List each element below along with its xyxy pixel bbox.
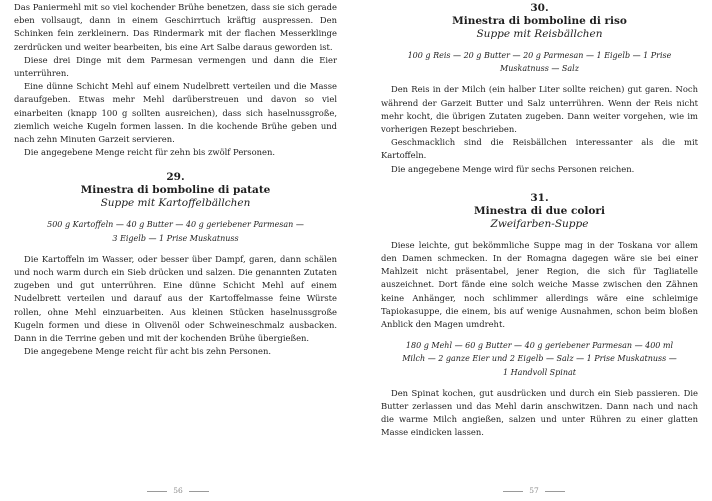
ingredients-line: Muskatnuss — Salz (500, 64, 579, 74)
paragraph: Die angegebene Menge wird für sechs Personen reichen. (391, 163, 635, 174)
recipe-subtitle: Suppe mit Reisbällchen (476, 28, 603, 40)
paragraph: Geschmacklich sind die Reisbällchen interessanter als die mit Kartoffeln. (381, 137, 698, 161)
paragraph: Eine dünne Schicht Mehl auf einem Nudelbrett verteilen und die Masse daraufgeben. Etwas mehr Mehl darüberstreuen und davon so viel einarbeiten (knapp 100 g sollten ausreichen), dass sich haselnussgroße, ziemlich weiche Kugeln formen lassen. In die kochende Brühe geben und nach zehn Minuten Garzeit servieren. (14, 81, 337, 145)
ingredients-line: 100 g Reis — 20 g Butter — 20 g Parmesan — 1 Eigelb — 1 Prise (407, 51, 672, 60)
ingredients-list (28, 218, 323, 244)
paragraph: Die Kartoffeln im Wasser, oder besser über Dampf, garen, dann schälen und noch warm durch ein Sieb drücken und salzen. Die genannten Zutaten zugeben und gut unterrühren. Eine dünne Schicht Mehl auf einem Nudelbrett verteilen und darauf aus der Kartoffelmasse feine Würste rollen, ohne Mehl einzuarbeiten. Aus kleinen Stücken haselnussgroße Kugeln formen und diese in Olivenöl oder Schweineschmalz ausbacken. Dann in die Terrine geben und mit der kochenden Brühe übergießen. (14, 253, 337, 344)
ingredients-line: 500 g Kartoffeln — 40 g Butter — 40 g geriebener Parmesan — (47, 220, 304, 230)
ingredients-list (395, 339, 684, 379)
recipe-title: Minestra di bomboline di patate (80, 184, 271, 197)
right-page (356, 0, 712, 501)
right-text-column (381, 0, 698, 440)
recipe-title: Minestra di bomboline di riso (452, 15, 627, 27)
left-text-column (14, 0, 337, 358)
ingredients-line: 3 Eigelb — 1 Prise Muskatnuss (112, 233, 239, 243)
recipe-subtitle: Zweifarben-Suppe (490, 217, 589, 230)
recipe-number: 29. (166, 171, 185, 184)
page-number (356, 486, 712, 495)
ingredients-line: Milch — 2 ganze Eier und 2 Eigelb — Salz — 1 Prise Muskatnuss — (402, 354, 677, 364)
paragraph: Den Spinat kochen, gut ausdrücken und durch ein Sieb passieren. Die Butter zerlassen und das Mehl darin anschwitzen. Dann nach und nach die warme Milch angießen, salzen und unter Rühren zu einer glatten Masse eindicken lassen. (381, 387, 698, 438)
paragraph: Diese leichte, gut bekömmliche Suppe mag in der Toskana vor allem den Damen schmecken. In der Romagna dagegen wäre sie bei einer Mahlzeit nicht präsentabel, jener Region, die sich für Tagliatelle auszeichnet. Dort fände eine solch weiche Masse zwischen den Zähnen keine Anhänger, noch schlimmer allerdings wäre eine schleimige Tapiokasuppe, die einem, bis auf wenige Ausnahmen, schon beim bloßen Anblick den Magen umdreht. (381, 239, 698, 330)
paragraph: Diese drei Dinge mit dem Parmesan vermengen und dann die Eier unterrühren. (14, 54, 337, 79)
recipe-number: 30. (530, 2, 549, 14)
paragraph: Den Reis in der Milch (ein halber Liter sollte reichen) gut garen. Noch während der Garzeit Butter und Salz unterrühren. Wenn der Reis nicht mehr kocht, die übrigen Zutaten zugeben. Dann weiter vorgehen, wie im vorherigen Rezept beschrieben. (381, 84, 698, 135)
ingredients-list (395, 49, 684, 75)
ingredients-line: 1 Handvoll Spinat (503, 367, 576, 377)
recipe-number: 31. (530, 191, 549, 204)
ingredients-line: 180 g Mehl — 60 g Butter — 40 g geriebener Parmesan — 400 ml (405, 341, 674, 351)
paragraph: Das Paniermehl mit so viel kochender Brühe benetzen, dass sie sich gerade eben vollsaugt, dann in einem Geschirrtuch kräftig auspressen. Den Schinken fein zerkleinern. Das Rindermark mit der flachen Messerklinge zerdrücken und weiter bearbeiten, bis eine Art Salbe daraus geworden ist. (14, 2, 337, 52)
page-number-text: 57 (529, 486, 539, 495)
paragraph: Die angegebene Menge reicht für acht bis zehn Personen. (24, 346, 272, 357)
page-number-text: 56 (173, 486, 183, 495)
page-number (0, 486, 356, 495)
recipe-subtitle: Suppe mit Kartoffelbällchen (100, 197, 251, 210)
paragraph: Die angegebene Menge reicht für zehn bis zwölf Personen. (24, 147, 276, 158)
recipe-title: Minestra di due colori (474, 204, 605, 217)
